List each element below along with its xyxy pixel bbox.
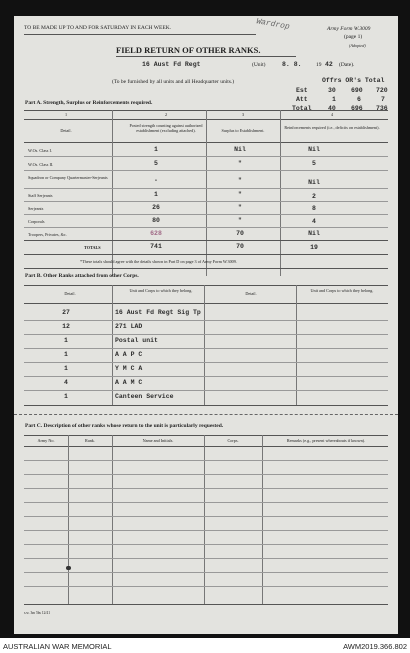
table-row [24, 604, 388, 605]
form-title: FIELD RETURN OF OTHER RANKS. [116, 45, 261, 55]
form-sheet: TO BE MADE UP TO AND FOR SATURDAY IN EACH WEEK. Wardrop Army Form W.3009 (page 1) (Adopted) FIELD RETURN OF OTHER RANKS. 16 Aust Fd Regt (Unit) 8. 8. 19 42 (Date). (To be furnished by all units and all Headquarter units.) Offrs OR's Total Est 30 690 720 Att 1 6 7 Total 40 696 736 Part A. Strength, Surplus or Reinforcements required. 1 2 3 4 Detail. Posted strength counting against authorized establishment (excluding attached). Surplus to Establishment. Reinforcements required (i.e., deficits on establishment). W.Os. Class I. 1 Nil Nil W.Os. Class II. 5 " 5 Squadron or Company Quartermaster-Serjeants - " Nil Staff Serjeants 1 " 2 Serjeants 26 " 8 Corporals 80 " 4 Troopers, Privates, &c. 628 70 Nil TOTALS 741 70 19 *These totals should agree with the details shown in Part D on page 3 of Army Form W.3009. Part B. Other Ranks attached from other Corps. Detail. Unit and Corps to which they belong. Detail. Unit and Corps to which they belong. 27 16 Aust Fd Regt Sig Tp 12 271 LAD 1 Postal unit 1 A A P C 1 Y M C A 4 A A M C 1 Canteen Service Part C. Description of other ranks whose return to the unit is particularly requested. Army No. Rank. Name and Initials. Corps. Remarks (e.g., present whereabouts if known). s.w. 3m 5bs 12/41 [14, 16, 398, 634]
totals-label: TOTALS [84, 245, 101, 250]
unit-value: 16 Aust Fd Regt [142, 61, 201, 68]
top-note: TO BE MADE UP TO AND FOR SATURDAY IN EACH WEEK. [24, 25, 172, 31]
date-value: 8. 8. [282, 61, 302, 68]
ink-blot [66, 566, 71, 570]
table-row [24, 572, 388, 573]
table-row [24, 530, 388, 531]
year-value: 42 [325, 61, 333, 68]
table-row [24, 502, 388, 503]
archive-id: AWM2019.366.802 [343, 642, 407, 651]
archive-footer [0, 638, 410, 653]
table-row [24, 488, 388, 489]
table-row [24, 516, 388, 517]
year-prefix: 19 [316, 62, 322, 68]
table-row [24, 558, 388, 559]
print-code: s.w. 3m 5bs 12/41 [24, 611, 51, 615]
totals-note: *These totals should agree with the details shown in Part D on page 3 of Army Form W.3009. [80, 259, 237, 264]
table-row [24, 474, 388, 475]
unit-label: (Unit) [252, 62, 266, 68]
adopted-label: (Adopted) [349, 43, 366, 48]
furnished-note: (To be furnished by all units and all Headquarter units.) [112, 79, 235, 85]
date-label: (Date). [339, 62, 355, 68]
page-number: (page 1) [344, 34, 363, 40]
summary-head: Offrs OR's Total [322, 77, 385, 84]
table-row [24, 586, 388, 587]
part-a-title: Part A. Strength, Surplus or Reinforcements required. [25, 100, 153, 106]
signature: Wardrop [255, 17, 291, 32]
table-row [24, 460, 388, 461]
part-c-title: Part C. Description of other ranks whose return to the unit is particularly requested. [25, 423, 224, 429]
archive-name: AUSTRALIAN WAR MEMORIAL [3, 642, 112, 651]
table-row [24, 544, 388, 545]
form-number: Army Form W.3009 [327, 26, 371, 32]
part-b-title: Part B. Other Ranks attached from other Corps. [25, 273, 139, 279]
